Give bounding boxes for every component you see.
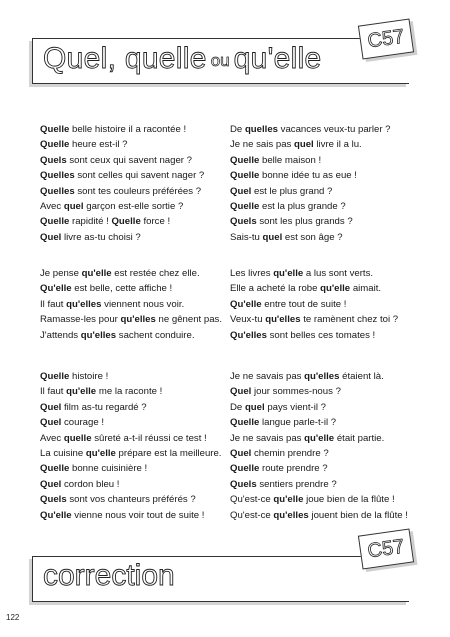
- highlighted-word: Quelle: [230, 201, 260, 213]
- sentence-text: viennent nous voir.: [101, 298, 185, 310]
- highlighted-word: Quelle: [40, 463, 70, 475]
- sentence-text: Qu'est-ce: [230, 509, 274, 521]
- sentence-text: Je pense: [40, 268, 82, 279]
- highlighted-word: Quels: [230, 216, 257, 228]
- highlighted-word: Quels: [40, 154, 67, 166]
- sentence-line: [230, 446, 408, 461]
- highlighted-word: Quel: [230, 185, 252, 197]
- highlighted-word: Quel: [40, 478, 62, 490]
- sentence-line: [230, 384, 408, 399]
- highlighted-word: qu'elles: [120, 314, 156, 326]
- sentence-line: [40, 508, 221, 523]
- sentence-text: Je ne savais pas: [230, 371, 305, 382]
- exercise-code-tag: C57: [358, 19, 414, 60]
- sentence-text: Je ne sais pas: [230, 139, 294, 151]
- highlighted-word: Quelle: [230, 154, 260, 166]
- sentence-text: langue parle-t-il ?: [259, 417, 337, 429]
- sentence-line: [230, 369, 408, 384]
- sentence-line: [230, 477, 408, 492]
- sentence-text: livre il a lu.: [313, 139, 362, 151]
- sentence-line: [40, 477, 221, 492]
- sentence-text: te ramènent chez toi ?: [300, 314, 399, 326]
- sentence-text: route prendre ?: [259, 463, 328, 475]
- sentence-line: [230, 153, 391, 168]
- correction-banner: [32, 556, 409, 602]
- sentence-text: bonne idée tu as eue !: [259, 170, 357, 182]
- sentence-text: me la raconte !: [96, 386, 163, 398]
- sentence-line: [230, 400, 408, 415]
- sentence-text: sont ceux qui savent nager ?: [66, 154, 193, 166]
- sentence-text: sentiers prendre ?: [256, 478, 337, 490]
- sentence-text: jour sommes-nous ?: [251, 386, 341, 398]
- sentence-text: sont belles ces tomates !: [266, 329, 376, 341]
- highlighted-word: Quelle: [40, 216, 70, 228]
- correction-code-tag: C57: [358, 529, 414, 570]
- sentence-line: [230, 281, 398, 296]
- sentence-text: histoire !: [69, 371, 109, 382]
- highlighted-word: Quel: [230, 448, 252, 460]
- sentence-text: Avec: [40, 201, 64, 213]
- highlighted-word: Quelle: [40, 124, 70, 135]
- highlighted-word: Quel: [230, 386, 252, 398]
- highlighted-word: qu'elle: [66, 386, 97, 398]
- highlighted-word: quel: [262, 231, 283, 243]
- section-2-right-list: [230, 266, 398, 343]
- sentence-text: garçon est-elle sortie ?: [83, 201, 184, 213]
- sentence-text: est son âge ?: [282, 231, 343, 243]
- highlighted-word: Qu'elle: [230, 298, 262, 310]
- sentence-line: [40, 266, 222, 281]
- highlighted-word: quel: [244, 401, 265, 413]
- highlighted-word: qu'elle: [304, 432, 335, 444]
- sentence-text: force !: [140, 216, 171, 228]
- sentence-text: est restée chez elle.: [111, 268, 200, 279]
- section-3-left-list: [40, 369, 221, 523]
- sentence-text: est la plus grande ?: [259, 201, 346, 213]
- sentence-text: belle maison !: [259, 154, 322, 166]
- sentence-text: Sais-tu: [230, 231, 263, 243]
- section-1-right-list: [230, 122, 391, 245]
- highlighted-word: qu'elle: [85, 448, 116, 460]
- highlighted-word: Quelle: [40, 139, 70, 151]
- page-number: 122: [6, 613, 20, 622]
- sentence-line: [40, 431, 221, 446]
- highlighted-word: Quelle: [40, 371, 70, 382]
- correction-heading: correction: [43, 559, 175, 592]
- sentence-text: jouent bien de la flûte !: [308, 509, 408, 521]
- sentence-text: De: [230, 124, 245, 135]
- sentence-line: [230, 328, 398, 343]
- sentence-text: cordon bleu !: [61, 478, 120, 490]
- sentence-line: [40, 312, 222, 327]
- sentence-text: vienne nous voir tout de suite !: [71, 509, 205, 521]
- highlighted-word: qu'elle: [273, 494, 304, 506]
- highlighted-word: qu'elles: [80, 329, 117, 341]
- sentence-line: [40, 328, 222, 343]
- sentence-text: Il faut: [40, 386, 67, 398]
- highlighted-word: qu'elles: [66, 298, 102, 310]
- highlighted-word: quel: [294, 139, 314, 151]
- sentence-text: film as-tu regardé ?: [61, 401, 147, 413]
- title-connector: ou: [210, 51, 230, 70]
- highlighted-word: qu'elles: [304, 371, 340, 382]
- sentence-text: De: [230, 401, 245, 413]
- sentence-text: est le plus grand ?: [251, 185, 333, 197]
- highlighted-word: Qu'elle: [40, 509, 72, 521]
- sentence-line: [40, 461, 221, 476]
- sentence-text: prépare est la meilleure.: [115, 448, 222, 460]
- highlighted-word: quelle: [63, 432, 92, 444]
- highlighted-word: Qu'elle: [40, 283, 72, 295]
- sentence-line: [40, 446, 221, 461]
- sentence-text: rapidité !: [69, 216, 112, 228]
- section-3-right-list: [230, 369, 408, 523]
- sentence-line: [230, 492, 408, 507]
- highlighted-word: Quel: [40, 401, 62, 413]
- highlighted-word: Quels: [40, 494, 67, 506]
- sentence-line: [230, 230, 391, 245]
- sentence-text: sûreté a-t-il réussi ce test !: [91, 432, 207, 444]
- sentence-line: [40, 199, 204, 214]
- sentence-line: [230, 214, 391, 229]
- sentence-text: vacances veux-tu parler ?: [278, 124, 391, 135]
- highlighted-word: quelles: [244, 124, 278, 135]
- sentence-text: était partie.: [334, 432, 385, 444]
- sentence-text: J'attends: [40, 329, 81, 341]
- sentence-line: [40, 297, 222, 312]
- sentence-line: [230, 137, 391, 152]
- sentence-text: Avec: [40, 432, 64, 444]
- sentence-text: sont les plus grands ?: [256, 216, 353, 228]
- title-banner: [32, 38, 409, 84]
- sentence-line: [230, 431, 408, 446]
- sentence-line: [230, 415, 408, 430]
- section-1-left-list: [40, 122, 204, 245]
- sentence-text: Qu'est-ce: [230, 494, 274, 506]
- sentence-text: Les livres: [230, 268, 274, 279]
- sentence-text: sont vos chanteurs préférés ?: [66, 494, 196, 506]
- highlighted-word: Qu'elles: [230, 329, 267, 341]
- sentence-line: [40, 168, 204, 183]
- highlighted-word: qu'elle: [273, 268, 304, 279]
- sentence-line: [40, 369, 221, 384]
- highlighted-word: Quel: [40, 231, 62, 243]
- sentence-line: [40, 137, 204, 152]
- sentence-text: a lus sont verts.: [303, 268, 374, 279]
- highlighted-word: Quelle: [230, 463, 260, 475]
- sentence-text: Ramasse-les pour: [40, 314, 121, 326]
- page-title: [43, 42, 322, 76]
- highlighted-word: qu'elle: [320, 283, 351, 295]
- sentence-text: joue bien de la flûte !: [303, 494, 395, 506]
- sentence-text: sachent conduire.: [116, 329, 195, 341]
- sentence-text: Veux-tu: [230, 314, 266, 326]
- highlighted-word: Quelle: [230, 417, 260, 429]
- sentence-line: [40, 415, 221, 430]
- sentence-text: bonne cuisinière !: [69, 463, 148, 475]
- sentence-text: Je ne savais pas: [230, 432, 305, 444]
- sentence-text: sont celles qui savent nager ?: [74, 170, 205, 182]
- sentence-line: [230, 168, 391, 183]
- highlighted-word: Quelles: [40, 185, 75, 197]
- sentence-line: [230, 266, 398, 281]
- sentence-line: [230, 184, 391, 199]
- sentence-text: livre as-tu choisi ?: [61, 231, 141, 243]
- highlighted-word: qu'elles: [273, 509, 309, 521]
- sentence-line: [230, 508, 408, 523]
- sentence-line: [230, 297, 398, 312]
- sentence-line: [230, 312, 398, 327]
- sentence-text: La cuisine: [40, 448, 86, 460]
- sentence-text: ne gênent pas.: [155, 314, 223, 326]
- sentence-text: belle histoire il a racontée !: [69, 124, 187, 135]
- sentence-text: aimait.: [350, 283, 382, 295]
- sentence-line: [40, 384, 221, 399]
- sentence-line: [40, 400, 221, 415]
- section-2-left-list: [40, 266, 222, 343]
- sentence-text: courage !: [61, 417, 104, 429]
- title-part-2: qu'elle: [233, 42, 322, 75]
- highlighted-word: Quelle: [230, 170, 260, 182]
- highlighted-word: Quelles: [40, 170, 75, 182]
- sentence-line: [40, 281, 222, 296]
- sentence-text: pays vient-il ?: [264, 401, 326, 413]
- sentence-text: Elle a acheté la robe: [230, 283, 321, 295]
- sentence-line: [230, 199, 391, 214]
- sentence-text: étaient là.: [339, 371, 384, 382]
- sentence-line: [40, 122, 204, 137]
- sentence-line: [40, 492, 221, 507]
- sentence-text: sont tes couleurs préférées ?: [74, 185, 202, 197]
- sentence-line: [40, 184, 204, 199]
- highlighted-word: quel: [63, 201, 84, 213]
- sentence-line: [40, 230, 204, 245]
- highlighted-word: qu'elle: [81, 268, 112, 279]
- sentence-text: heure est-il ?: [69, 139, 128, 151]
- title-part-1: Quel, quelle: [43, 42, 207, 75]
- sentence-line: [230, 461, 408, 476]
- highlighted-word: Quel: [40, 417, 62, 429]
- sentence-line: [40, 214, 204, 229]
- sentence-text: chemin prendre ?: [251, 448, 329, 460]
- highlighted-word: Quels: [230, 478, 257, 490]
- sentence-text: Il faut: [40, 298, 67, 310]
- sentence-text: est belle, cette affiche !: [71, 283, 173, 295]
- highlighted-word: qu'elles: [265, 314, 301, 326]
- sentence-line: [40, 153, 204, 168]
- sentence-text: entre tout de suite !: [261, 298, 347, 310]
- sentence-line: [230, 122, 391, 137]
- highlighted-word: Quelle: [111, 216, 141, 228]
